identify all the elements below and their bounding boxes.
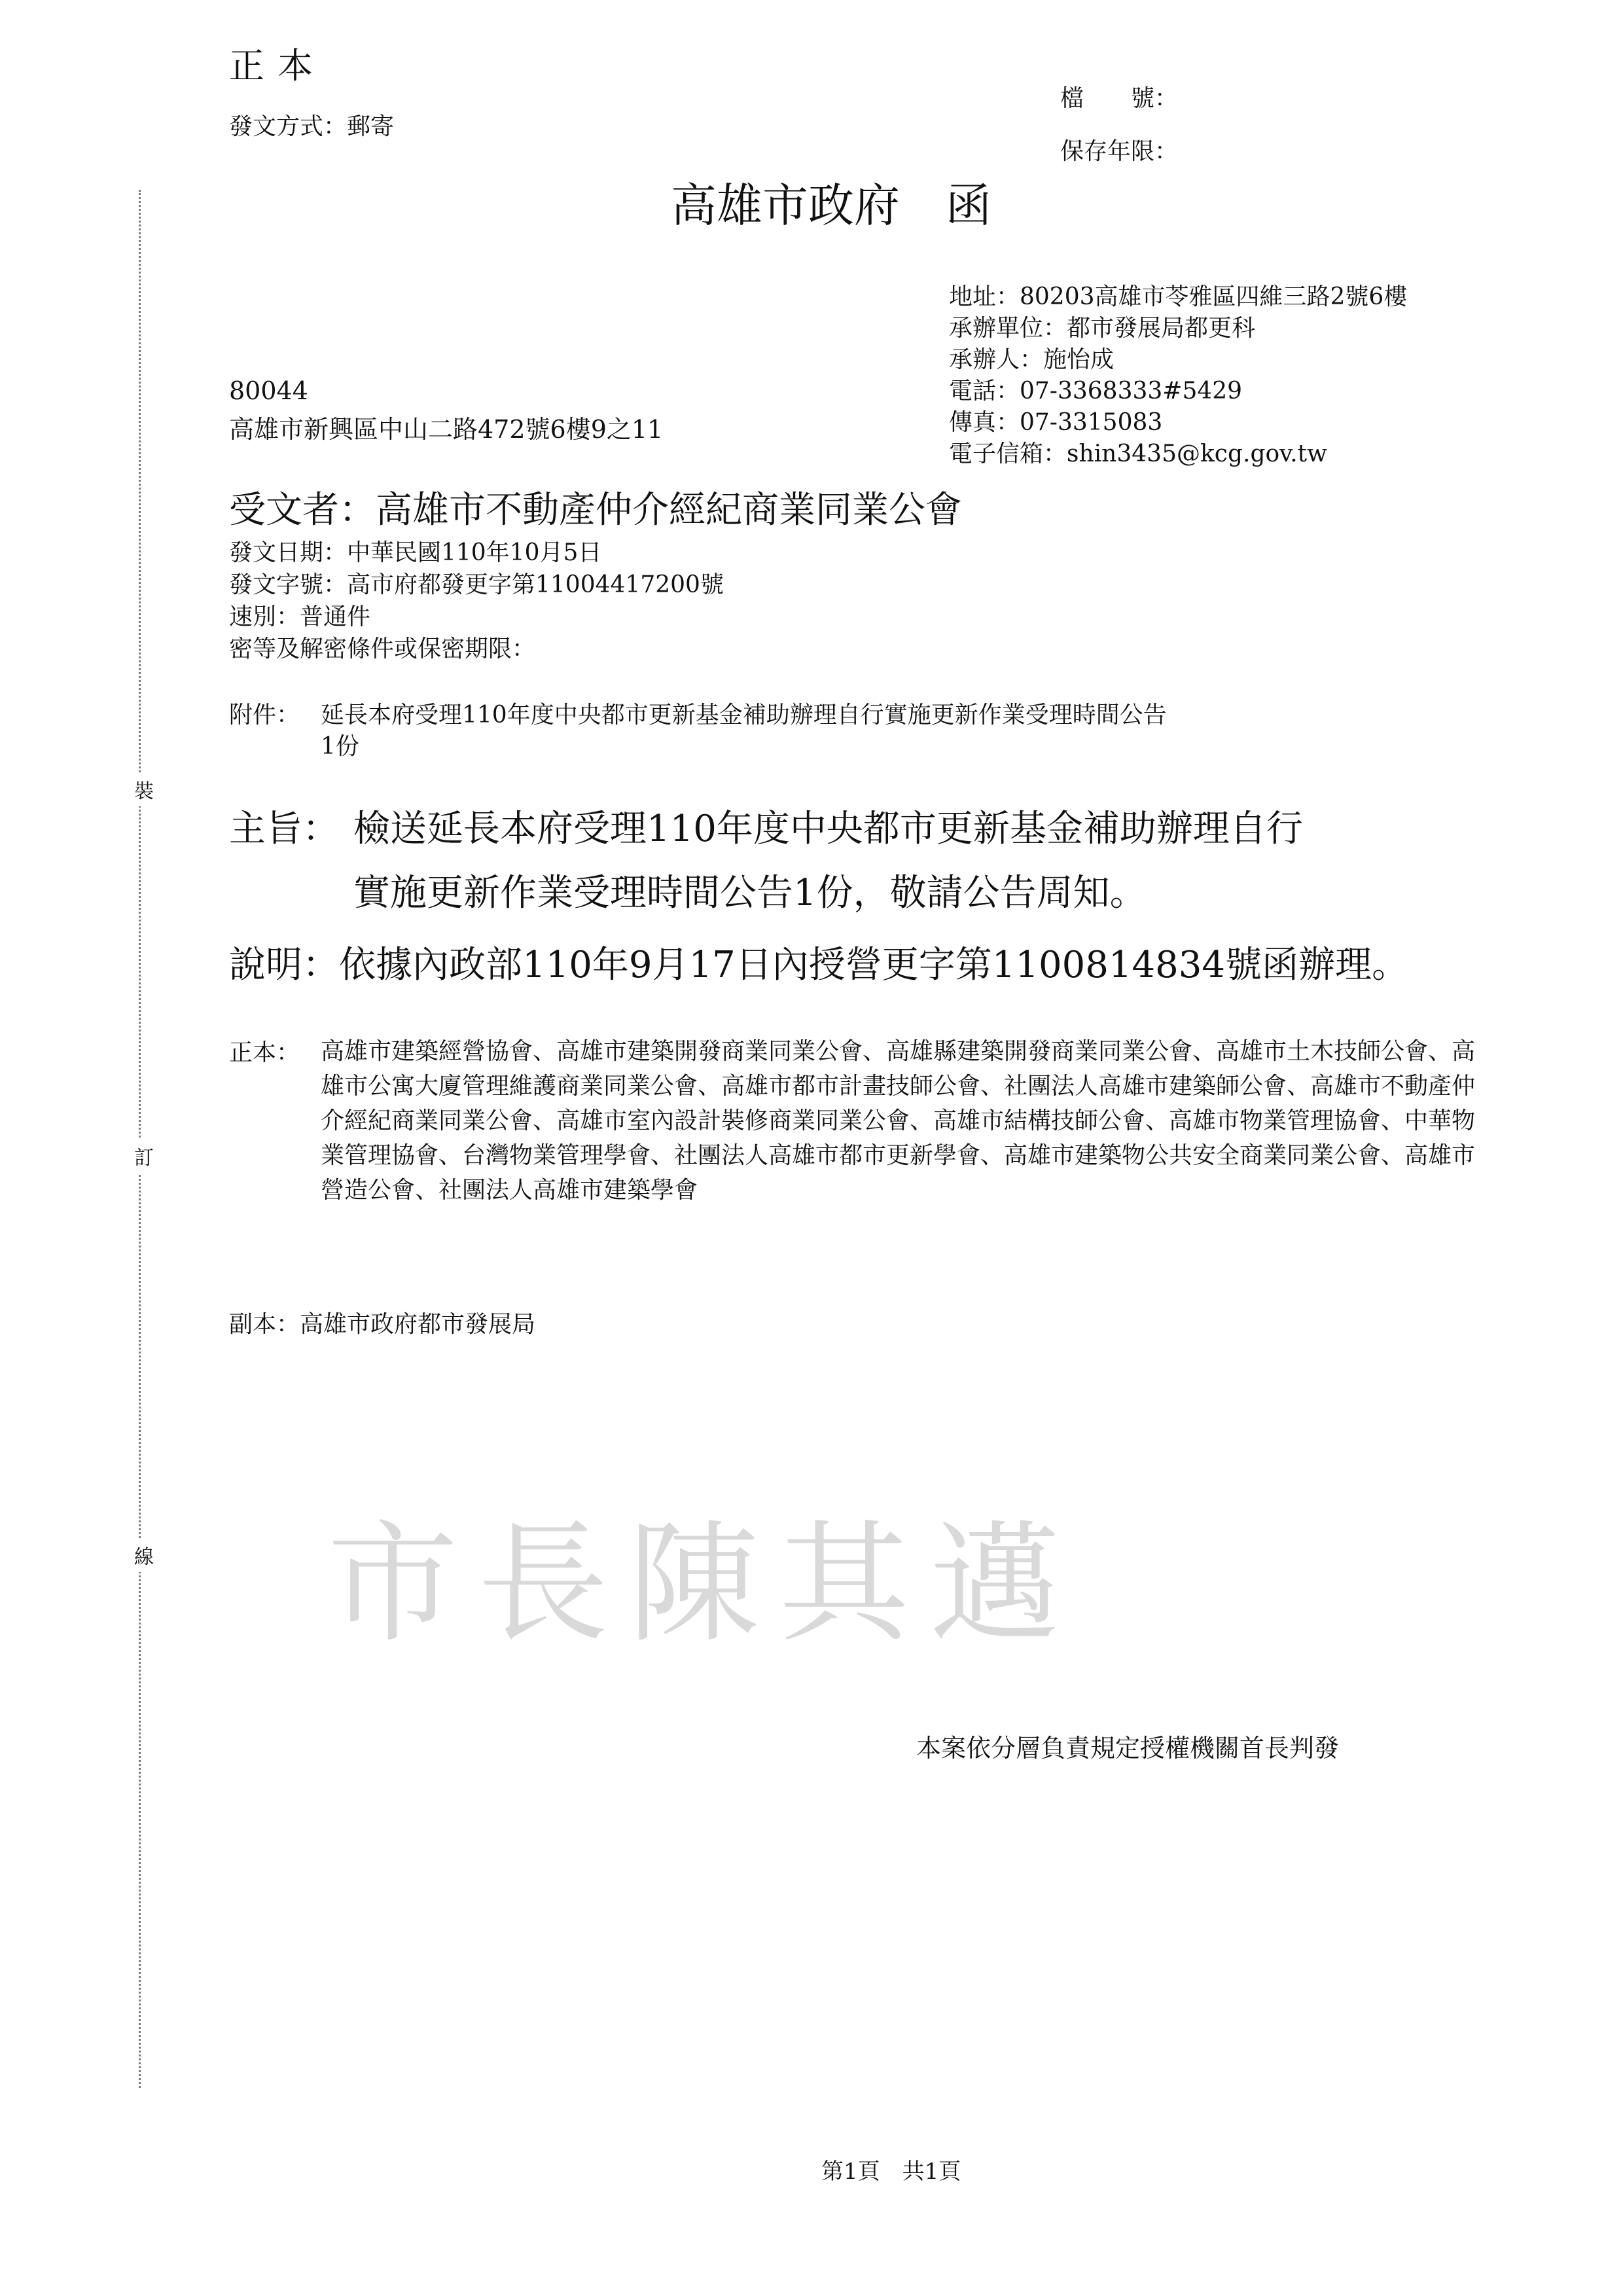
- binding-mark-xian: 線: [134, 1538, 154, 1572]
- doc-number: 發文字號：高市府都發更字第11004417200號: [229, 571, 724, 598]
- document-title: 高雄市政府 函: [671, 179, 991, 232]
- copy-type: 正本: [229, 45, 326, 86]
- contact-fax: 傳真：07-3315083: [949, 409, 1163, 436]
- recipient-address: 高雄市新興區中山二路472號6樓9之11: [229, 415, 664, 444]
- send-method: 發文方式：郵寄: [229, 113, 395, 140]
- attachment-line-2: 1份: [321, 733, 359, 760]
- contact-person: 承辦人：施怡成: [949, 346, 1115, 373]
- issue-date: 發文日期：中華民國110年10月5日: [229, 539, 602, 566]
- retention-period: 保存年限：: [1060, 138, 1179, 165]
- document-meta: [229, 537, 724, 665]
- attachment-label: 附件：: [229, 702, 300, 728]
- description: 說明：依據內政部110年9月17日內授營更字第1100814834號函辦理。: [229, 944, 1409, 986]
- contact-address: 地址：80203高雄市苓雅區四維三路2號6樓: [949, 283, 1408, 310]
- binding-mark-zhuang: 裝: [134, 772, 154, 806]
- subject-line-1: 檢送延長本府受理110年度中央都市更新基金補助辦理自行: [353, 808, 1303, 850]
- file-number: 檔 號：: [1060, 85, 1179, 112]
- mayor-signature-stamp: 市長陳其邁: [327, 1508, 1080, 1660]
- recipient-zip: 80044: [229, 376, 308, 405]
- secrecy-level: 密等及解密條件或保密期限：: [229, 636, 536, 662]
- binding-mark-ding: 訂: [134, 1139, 154, 1173]
- authorization-note: 本案依分層負責規定授權機關首長判發: [916, 1734, 1340, 1763]
- copy-distribution: 副本：高雄市政府都市發展局: [229, 1311, 536, 1338]
- subject-line-2: 實施更新作業受理時間公告1份，敬請公告周知。: [353, 872, 1147, 914]
- main-distribution-label: 正本：: [229, 1039, 300, 1066]
- attachment-line-1: 延長本府受理110年度中央都市更新基金補助辦理自行實施更新作業受理時間公告: [321, 702, 1167, 728]
- subject-label: 主旨：: [229, 808, 339, 850]
- speed-class: 速別：普通件: [229, 603, 371, 630]
- contact-phone: 電話：07-3368333#5429: [949, 378, 1243, 404]
- main-distribution-list: 高雄市建築經營協會、高雄市建築開發商業同業公會、高雄縣建築開發商業同業公會、高雄市土木技師公會、高雄市公寓大廈管理維護商業同業公會、高雄市都市計畫技師公會、社團法人高雄市建築師公會、高雄市不動產仲介經紀商業同業公會、高雄市室內設計裝修商業同業公會、高雄市結構技師公會、高雄市物業管理協會、中華物業管理協會、台灣物業管理學會、社團法人高雄市都市更新學會、高雄市建築物公共安全商業同業公會、高雄市營造公會、社團法人高雄市建築學會: [321, 1038, 1476, 1204]
- contact-unit: 承辦單位：都市發展局都更科: [949, 315, 1256, 342]
- page-number: 第1頁 共1頁: [821, 2159, 961, 2185]
- contact-block: [949, 281, 1407, 470]
- contact-email: 電子信箱：shin3435@kcg.gov.tw: [949, 440, 1327, 467]
- recipient: 受文者：高雄市不動產仲介經紀商業同業公會: [229, 489, 962, 531]
